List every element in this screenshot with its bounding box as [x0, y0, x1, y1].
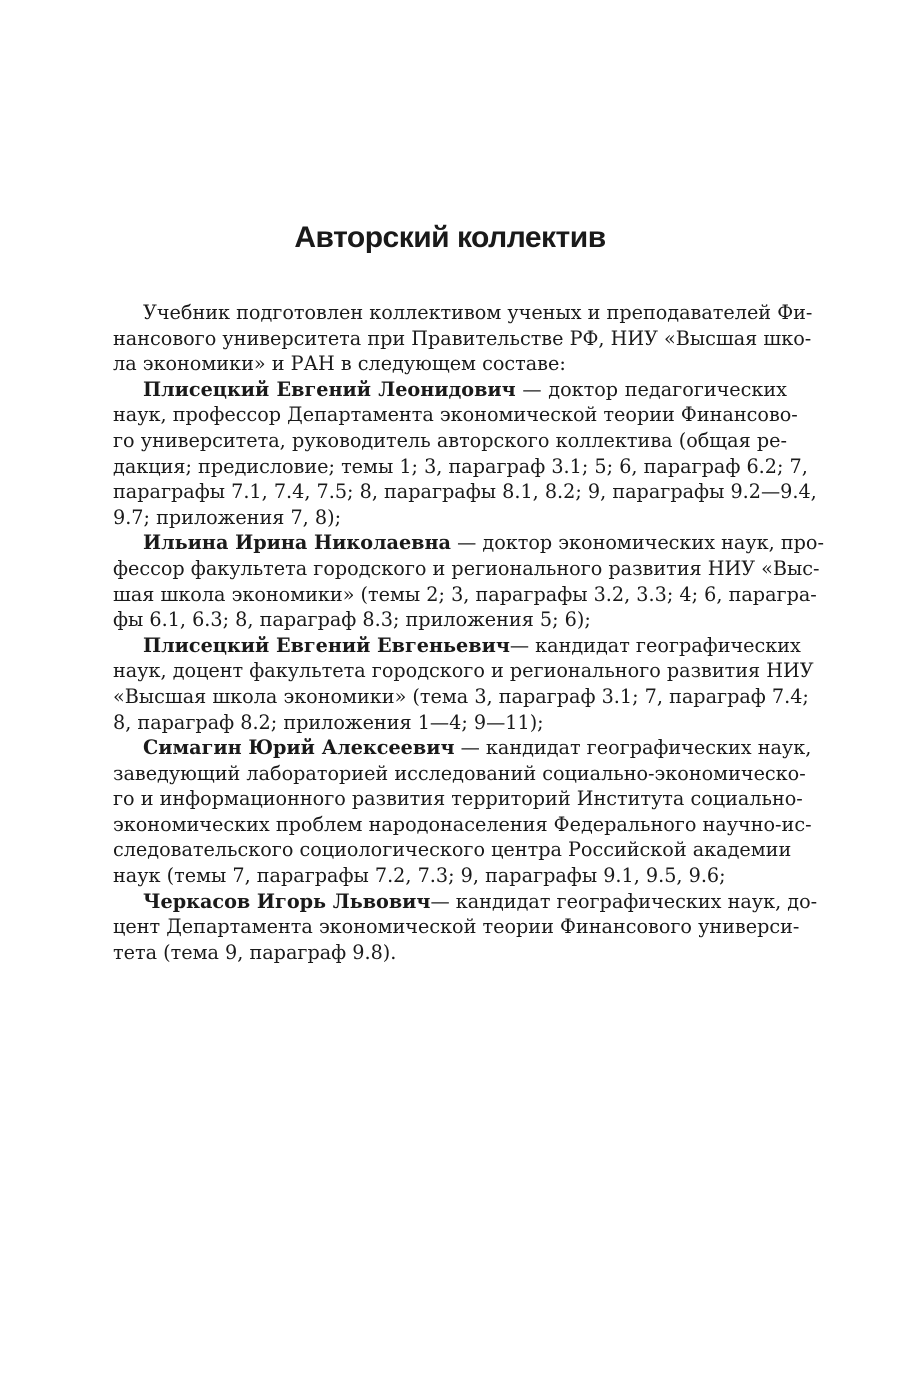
text-line: го университета, руководитель авторского коллектива (общая ре- [113, 428, 787, 452]
page-content [113, 218, 824, 965]
text-line [113, 889, 818, 915]
text-line: «Высшая школа экономики» (тема 3, параграф 3.1; 7, параграф 7.4; [113, 684, 809, 708]
text-line: 8, параграф 8.2; приложения 1—4; 9—11); [113, 710, 544, 734]
author-name: Плисецкий Евгений Леонидович [143, 377, 516, 401]
author-entry [113, 377, 817, 531]
text-line: заведующий лабораторией исследований социально-экономическо- [113, 761, 806, 785]
text-line [113, 377, 787, 403]
author-description: — кандидат географических наук, [454, 736, 812, 760]
text-line: дакция; предисловие; темы 1; 3, параграф 3.1; 5; 6, параграф 6.2; 7, [113, 454, 808, 478]
author-entry [113, 889, 818, 966]
author-description: — кандидат географических наук, до- [430, 889, 818, 913]
text-line: Учебник подготовлен коллективом ученых и преподавателей Фи- [143, 301, 813, 324]
author-name: Плисецкий Евгений Евгеньевич [143, 633, 510, 657]
text-line: следовательского социологического центра Российской академии [113, 838, 792, 862]
author-entry [113, 530, 824, 632]
author-name: Симагин Юрий Алексеевич [143, 736, 455, 760]
text-line: наук, профессор Департамента экономической теории Финансово- [113, 403, 798, 427]
text-line: фы 6.1, 6.3; 8, параграф 8.3; приложения 5; 6); [113, 608, 591, 632]
text-line [113, 530, 824, 556]
text-line: экономических проблем народонаселения Федерального научно-ис- [113, 812, 812, 836]
author-description: — доктор экономических наук, про- [451, 531, 824, 555]
text-line: фессор факультета городского и регионального развития НИУ «Выс- [113, 556, 820, 580]
text-line [113, 633, 801, 659]
document-body [113, 300, 824, 965]
text-line: го и информационного развития территорий Института социально- [113, 787, 803, 811]
author-description: — доктор педагогических [515, 377, 787, 401]
author-description: — кандидат географических [509, 633, 801, 657]
page-title: Авторский коллектив [294, 221, 606, 254]
text-line: наук, доцент факультета городского и регионального развития НИУ [113, 659, 814, 683]
text-line: 9.7; приложения 7, 8); [113, 505, 342, 529]
text-line: ла экономики» и РАН в следующем составе: [113, 352, 566, 376]
text-line: наук (темы 7, параграфы 7.2, 7.3; 9, параграфы 9.1, 9.5, 9.6; [113, 864, 726, 888]
author-entry [113, 633, 814, 735]
text-line: параграфы 7.1, 7.4, 7.5; 8, параграфы 8.1, 8.2; 9, параграфы 9.2—9.4, [113, 480, 817, 504]
text-line: шая школа экономики» (темы 2; 3, параграфы 3.2, 3.3; 4; 6, парагра- [113, 582, 817, 606]
intro-paragraph [113, 300, 813, 377]
text-line: цент Департамента экономической теории Финансового универси- [113, 915, 800, 939]
text-line: нансового университета при Правительстве РФ, НИУ «Высшая шко- [113, 326, 812, 350]
author-name: Ильина Ирина Николаевна [143, 531, 451, 555]
text-line: тета (тема 9, параграф 9.8). [113, 940, 397, 964]
text-line [113, 735, 812, 761]
author-name: Черкасов Игорь Львович [143, 889, 431, 913]
author-entry [113, 735, 812, 889]
